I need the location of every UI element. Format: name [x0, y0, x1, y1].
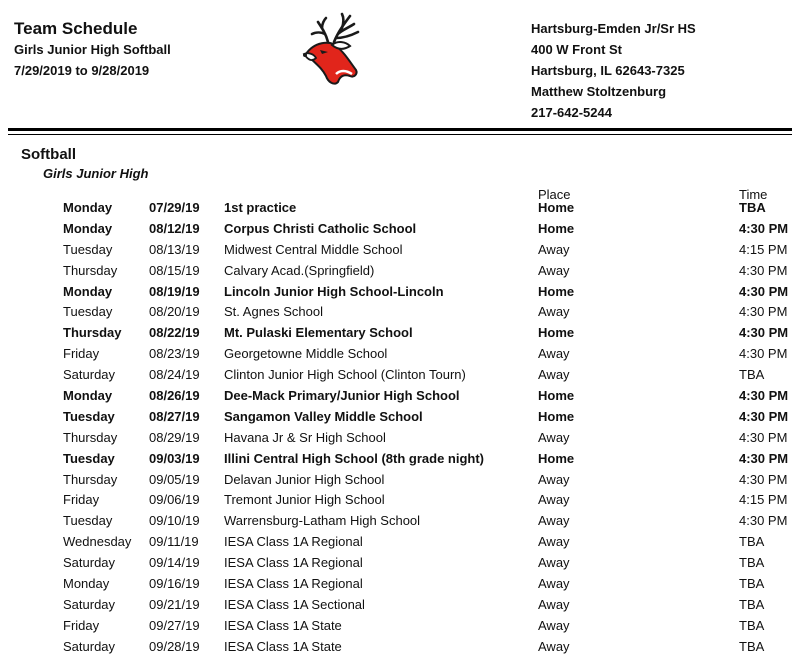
- row-place: Away: [538, 241, 570, 257]
- row-opponent: Clinton Junior High School (Clinton Tourn): [224, 367, 466, 383]
- table-row: [0, 595, 800, 616]
- column-header-time: Time: [739, 187, 768, 202]
- row-opponent: IESA Class 1A Regional: [224, 555, 363, 571]
- row-time: TBA: [739, 596, 765, 612]
- table-row: [0, 553, 800, 574]
- row-place: Away: [538, 617, 570, 633]
- row-opponent: Tremont Junior High School: [224, 492, 385, 508]
- row-day: Monday: [63, 388, 113, 404]
- row-opponent: St. Agnes School: [224, 304, 324, 320]
- row-date: 09/11/19: [149, 534, 199, 550]
- row-date: 09/06/19: [149, 492, 200, 508]
- row-place: Away: [538, 638, 570, 654]
- table-row: [0, 198, 800, 219]
- row-day: Friday: [63, 492, 100, 508]
- row-opponent: Calvary Acad.(Springfield): [224, 262, 375, 278]
- row-date: 08/22/19: [149, 325, 200, 341]
- schedule-table: [0, 198, 800, 658]
- row-place: Home: [538, 408, 575, 424]
- row-opponent: IESA Class 1A State: [224, 638, 342, 654]
- row-time: 4:30 PM: [739, 220, 789, 236]
- row-opponent: IESA Class 1A Regional: [224, 576, 363, 592]
- row-date: 08/23/19: [149, 346, 200, 362]
- row-place: Home: [538, 200, 575, 215]
- table-row: [0, 449, 800, 470]
- table-row: [0, 511, 800, 532]
- row-place: Home: [538, 325, 575, 341]
- school-address: 400 W Front St: [531, 42, 623, 57]
- row-time: 4:30 PM: [739, 283, 789, 299]
- row-opponent: Mt. Pulaski Elementary School: [224, 325, 413, 341]
- row-time: 4:15 PM: [739, 492, 788, 508]
- row-day: Wednesday: [63, 534, 132, 550]
- table-row: [0, 428, 800, 449]
- row-time: TBA: [739, 576, 765, 592]
- school-city: Hartsburg, IL 62643-7325: [531, 63, 685, 78]
- table-row: [0, 219, 800, 240]
- row-date: 08/12/19: [149, 220, 200, 236]
- row-day: Saturday: [63, 555, 116, 571]
- table-row: [0, 386, 800, 407]
- section-subtitle: Girls Junior High: [43, 166, 149, 181]
- column-header-place: Place: [538, 187, 571, 202]
- row-date: 09/28/19: [149, 638, 200, 654]
- table-row: [0, 344, 800, 365]
- row-time: 4:30 PM: [739, 304, 788, 320]
- row-opponent: Midwest Central Middle School: [224, 241, 403, 257]
- table-row: [0, 323, 800, 344]
- row-date: 09/27/19: [149, 617, 200, 633]
- row-date: 09/16/19: [149, 576, 200, 592]
- row-time: 4:30 PM: [739, 408, 789, 424]
- row-place: Home: [538, 283, 575, 299]
- row-date: 08/19/19: [149, 283, 200, 299]
- row-place: Away: [538, 471, 570, 487]
- row-time: 4:30 PM: [739, 471, 788, 487]
- row-opponent: IESA Class 1A Sectional: [224, 596, 365, 612]
- row-day: Saturday: [63, 638, 116, 654]
- row-day: Monday: [63, 283, 113, 299]
- row-time: 4:30 PM: [739, 388, 789, 404]
- row-place: Home: [538, 450, 575, 466]
- table-row: [0, 365, 800, 386]
- row-place: Away: [538, 555, 570, 571]
- row-time: 4:30 PM: [739, 450, 789, 466]
- deer-mascot-logo-icon: [292, 12, 372, 90]
- school-contact-block: [531, 18, 696, 123]
- row-opponent: 1st practice: [224, 200, 297, 215]
- row-place: Away: [538, 429, 570, 445]
- row-day: Monday: [63, 576, 110, 592]
- row-time: TBA: [739, 555, 765, 571]
- row-place: Away: [538, 513, 570, 529]
- row-day: Tuesday: [63, 450, 115, 466]
- row-day: Monday: [63, 200, 113, 215]
- row-day: Thursday: [63, 325, 122, 341]
- row-time: 4:30 PM: [739, 346, 788, 362]
- schedule-header: [14, 19, 171, 81]
- table-row: [0, 490, 800, 511]
- row-opponent: Delavan Junior High School: [224, 471, 385, 487]
- row-time: TBA: [739, 367, 765, 383]
- row-day: Tuesday: [63, 408, 115, 424]
- school-name: Hartsburg-Emden Jr/Sr HS: [531, 21, 696, 36]
- row-date: 08/20/19: [149, 304, 200, 320]
- row-day: Saturday: [63, 367, 116, 383]
- header-divider-thick: [8, 128, 792, 131]
- date-range: 7/29/2019 to 9/28/2019: [14, 63, 150, 78]
- row-opponent: Havana Jr & Sr High School: [224, 429, 386, 445]
- row-opponent: Corpus Christi Catholic School: [224, 220, 417, 236]
- row-opponent: Dee-Mack Primary/Junior High School: [224, 388, 460, 404]
- row-place: Away: [538, 346, 570, 362]
- row-place: Home: [538, 388, 575, 404]
- row-date: 09/05/19: [149, 471, 200, 487]
- row-time: 4:30 PM: [739, 262, 788, 278]
- row-date: 08/29/19: [149, 429, 200, 445]
- row-time: TBA: [739, 638, 765, 654]
- row-opponent: Illini Central High School (8th grade night): [224, 450, 484, 466]
- row-time: TBA: [739, 200, 766, 215]
- row-date: 08/27/19: [149, 408, 200, 424]
- section-title: Softball: [21, 146, 76, 163]
- row-date: 08/15/19: [149, 262, 200, 278]
- row-time: TBA: [739, 617, 765, 633]
- row-date: 08/26/19: [149, 388, 200, 404]
- contact-phone: 217-642-5244: [531, 105, 612, 120]
- row-date: 09/10/19: [149, 513, 200, 529]
- row-place: Away: [538, 367, 570, 383]
- row-day: Thursday: [63, 471, 118, 487]
- row-place: Away: [538, 576, 570, 592]
- row-opponent: IESA Class 1A State: [224, 617, 342, 633]
- row-day: Thursday: [63, 262, 118, 278]
- row-time: 4:30 PM: [739, 429, 788, 445]
- row-place: Away: [538, 492, 570, 508]
- contact-name: Matthew Stoltzenburg: [531, 84, 667, 99]
- row-opponent: Sangamon Valley Middle School: [224, 408, 423, 424]
- row-place: Away: [538, 262, 570, 278]
- table-row: [0, 240, 800, 261]
- row-time: TBA: [739, 534, 765, 550]
- team-name: Girls Junior High Softball: [14, 42, 171, 57]
- table-row: [0, 470, 800, 491]
- table-row: [0, 637, 800, 658]
- header-divider-thin: [8, 134, 792, 135]
- row-date: 09/03/19: [149, 450, 200, 466]
- row-opponent: Georgetowne Middle School: [224, 346, 388, 362]
- row-day: Monday: [63, 220, 113, 236]
- row-day: Saturday: [63, 596, 116, 612]
- table-row: [0, 407, 800, 428]
- row-time: 4:30 PM: [739, 513, 788, 529]
- row-day: Friday: [63, 617, 100, 633]
- page-title: Team Schedule: [14, 19, 138, 38]
- row-day: Tuesday: [63, 304, 113, 320]
- row-day: Friday: [63, 346, 100, 362]
- row-place: Away: [538, 596, 570, 612]
- row-opponent: Lincoln Junior High School-Lincoln: [224, 283, 444, 299]
- row-time: 4:15 PM: [739, 241, 788, 257]
- row-opponent: Warrensburg-Latham High School: [224, 513, 421, 529]
- row-place: Home: [538, 220, 575, 236]
- table-row: [0, 574, 800, 595]
- table-row: [0, 302, 800, 323]
- row-date: 09/21/19: [149, 596, 200, 612]
- row-date: 07/29/19: [149, 200, 200, 215]
- row-day: Thursday: [63, 429, 118, 445]
- table-row: [0, 616, 800, 637]
- row-opponent: IESA Class 1A Regional: [224, 534, 363, 550]
- table-row: [0, 282, 800, 303]
- row-date: 09/14/19: [149, 555, 200, 571]
- row-place: Away: [538, 304, 570, 320]
- row-place: Away: [538, 534, 570, 550]
- row-time: 4:30 PM: [739, 325, 789, 341]
- table-row: [0, 261, 800, 282]
- row-day: Tuesday: [63, 241, 113, 257]
- row-date: 08/24/19: [149, 367, 200, 383]
- table-row: [0, 532, 800, 553]
- row-date: 08/13/19: [149, 241, 200, 257]
- row-day: Tuesday: [63, 513, 113, 529]
